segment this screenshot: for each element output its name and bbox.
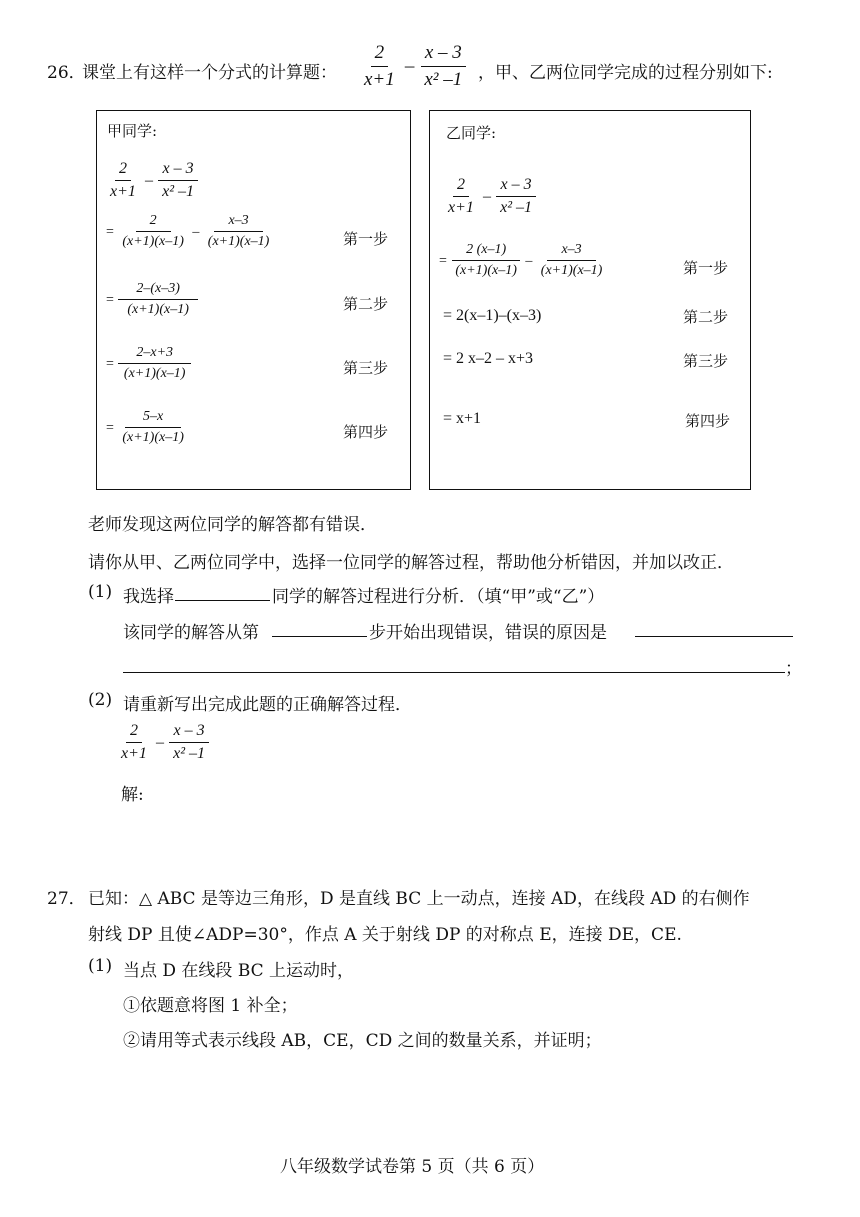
part2-text: 请重新写出完成此题的正确解答过程．: [123, 695, 412, 715]
yi-title: 乙同学:: [446, 124, 497, 142]
yi-step1-label: 第一步: [683, 259, 729, 277]
choose-student-blank[interactable]: [175, 600, 270, 601]
q27-line2: 射线 DP 且使∠ADP=30°，作点 A 关于射线 DP 的对称点 E，连接 DE，CE.: [88, 925, 682, 945]
q26-text-after: ，甲、乙两位同学完成的过程分别如下:: [478, 63, 773, 83]
q27-number: 27．: [47, 889, 86, 909]
part1-line2-b: 步开始出现错误，错误的原因是: [369, 623, 607, 643]
yi-step3-label: 第三步: [683, 352, 729, 370]
jia-step1: = $\frac{2}{(x+1)(x-1)}$ – $\frac{x-3}{(x+1)(x-1)}$: [106, 213, 270, 249]
part1-end: ；: [785, 659, 802, 679]
q27-part1-label: (1): [88, 956, 113, 976]
yi-solution-box: [429, 110, 751, 490]
error-reason-blank[interactable]: [635, 636, 793, 637]
part2-solve-label: 解:: [121, 785, 144, 805]
q26-expression: $\frac{2}{x+1}$ – $\frac{x - 3}{\text{x² –1}}$: [360, 42, 466, 91]
jia-step3-label: 第三步: [343, 359, 389, 377]
instruction: 请你从甲、乙两位同学中，选择一位同学的解答过程，帮助他分析错因，并加以改正．: [88, 553, 734, 573]
yi-step3: = 2 x–2 – x+3: [443, 350, 534, 367]
q27-sub1: ①依题意将图 1 补全；: [123, 996, 298, 1016]
q27-part1-text: 当点 D 在线段 BC 上运动时，: [123, 961, 355, 981]
yi-step1: = $\frac{2 (x-1)}{(x+1)(x-1)}$ – $\frac{x-3}{(x+1)(x-1)}$: [439, 242, 603, 278]
teacher-note: 老师发现这两位同学的解答都有错误．: [88, 515, 377, 535]
jia-step3: = $\frac{2-x+3}{(x+1)(x-1)}$: [106, 345, 191, 382]
part2-expression: $\frac{2}{x+1}$ – $\frac{x - 3}{\text{x² –1}}$: [117, 722, 209, 763]
error-step-blank[interactable]: [272, 636, 367, 637]
part1-line1-a: 我选择: [123, 587, 174, 607]
jia-step2: = $\frac{2-(x-3)}{(x+1)(x-1)}$: [106, 281, 198, 318]
yi-step2-label: 第二步: [683, 308, 729, 326]
part1-line1-b: 同学的解答过程进行分析．（填“甲”或“乙”）: [272, 587, 605, 607]
part2-label: (2): [88, 690, 113, 710]
page-footer: 八年级数学试卷第 5 页（共 6 页）: [280, 1157, 545, 1177]
jia-title: 甲同学:: [107, 122, 158, 140]
jia-step4-label: 第四步: [343, 423, 389, 441]
yi-step2: = 2(x–1)–(x–3): [443, 307, 542, 324]
yi-expression: $\frac{2}{x+1}$ – $\frac{x - 3}{\text{x² –1}}$: [444, 176, 536, 217]
q27-line1: 已知：△ ABC 是等边三角形，D 是直线 BC 上一动点，连接 AD，在线段 AD 的右侧作: [88, 889, 750, 909]
yi-step4: = x+1: [443, 410, 482, 427]
jia-step4: = $\frac{5-x}{(x+1)(x-1)}$: [106, 409, 184, 445]
jia-step2-label: 第二步: [343, 295, 389, 313]
error-reason-blank-continued[interactable]: [123, 672, 785, 673]
q27-sub2: ②请用等式表示线段 AB，CE，CD 之间的数量关系，并证明；: [123, 1031, 602, 1051]
jia-expression: $\frac{2}{x+1}$ – $\frac{x - 3}{\text{x² –1}}$: [106, 160, 198, 201]
yi-step4-label: 第四步: [685, 412, 731, 430]
q26-number: 26．: [47, 63, 86, 83]
part1-label: (1): [88, 582, 113, 602]
jia-step1-label: 第一步: [343, 230, 389, 248]
part1-line2-a: 该同学的解答从第: [123, 623, 259, 643]
q26-text-before: 课堂上有这样一个分式的计算题：: [82, 63, 337, 83]
